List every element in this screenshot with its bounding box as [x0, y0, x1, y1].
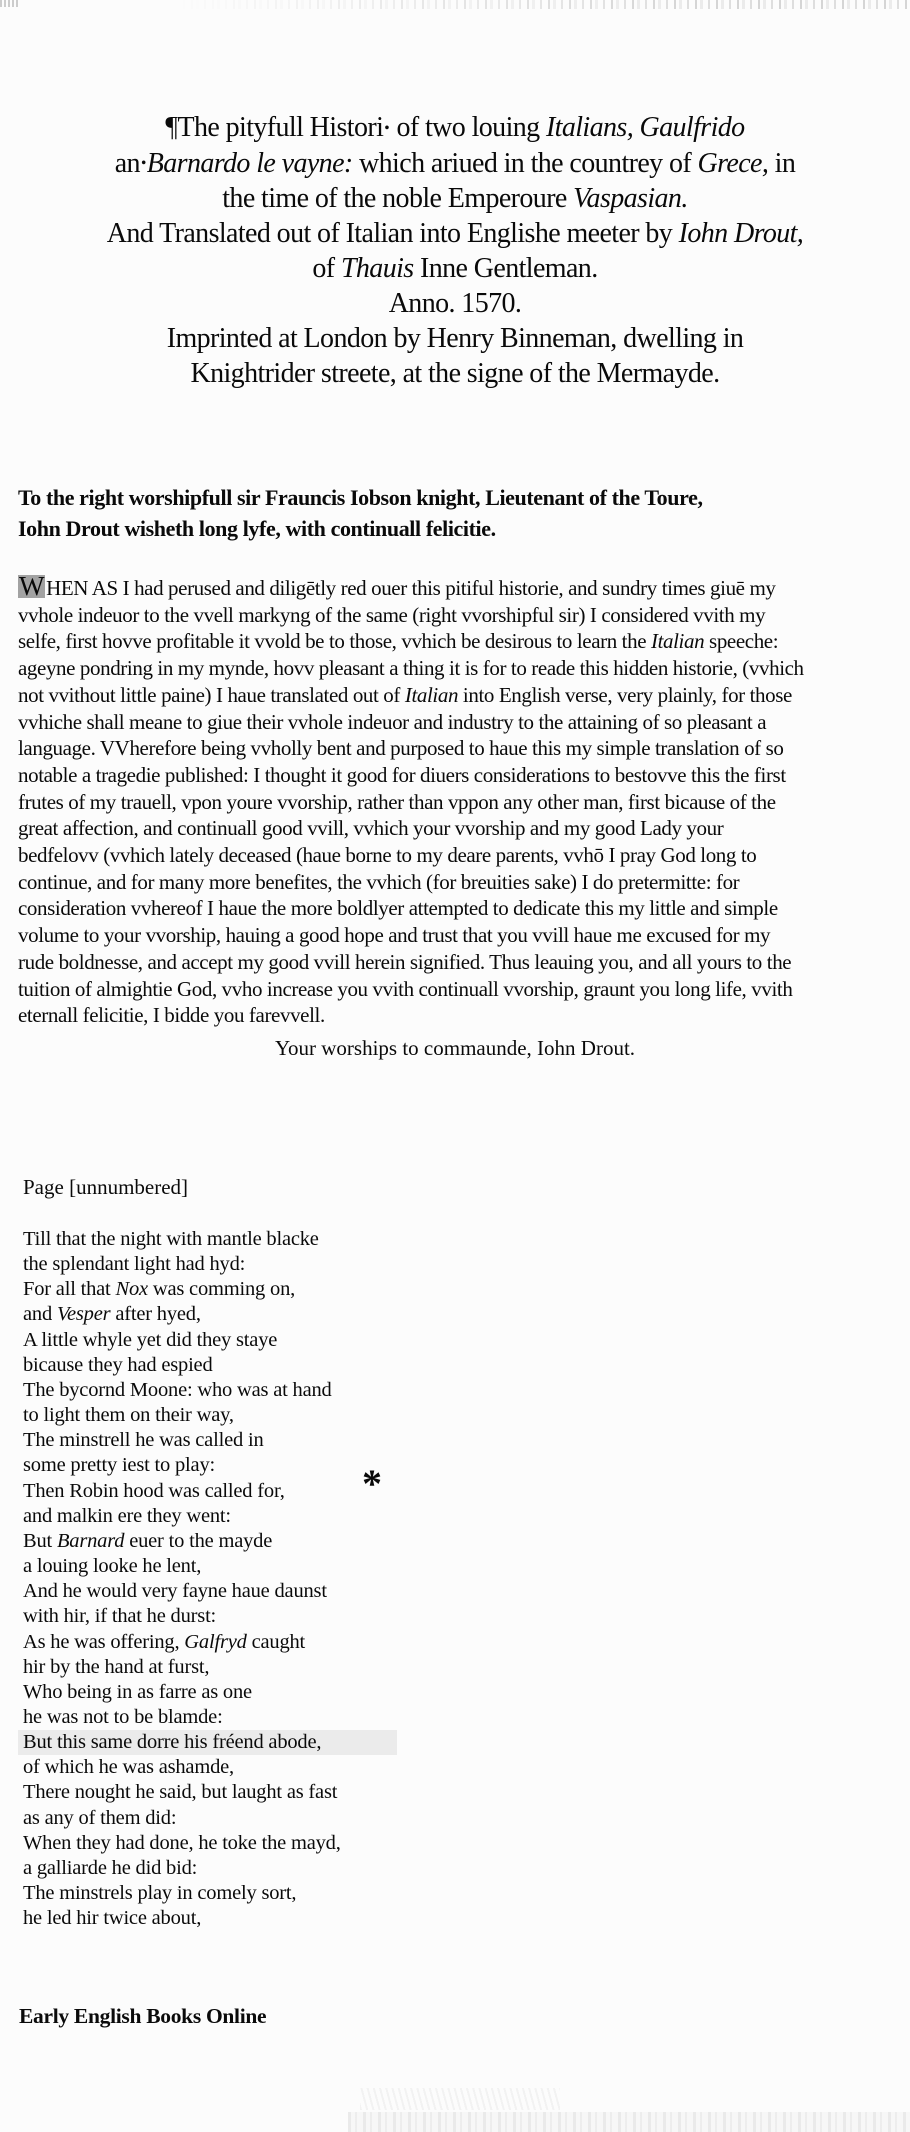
- text-segment: a galliarde he did bid:: [23, 1856, 198, 1879]
- epistle-line: [18, 949, 804, 976]
- dedication-heading: [18, 483, 703, 544]
- title-line: [0, 286, 910, 321]
- text-segment: which ariued in the countrey of: [352, 147, 698, 179]
- title-block: [0, 110, 910, 391]
- text-segment: with hir, if that he durst:: [23, 1605, 217, 1628]
- text-segment: And he would very fayne haue daunst: [23, 1580, 327, 1603]
- text-segment: the time of the noble Emperoure: [222, 183, 574, 215]
- damaged-char-dot: •: [140, 155, 146, 173]
- poem-block: [23, 1227, 397, 1931]
- poem-line: [23, 1806, 397, 1831]
- italic-text: Galfryd: [184, 1630, 247, 1653]
- text-segment: of which he was ashamde,: [23, 1756, 234, 1779]
- epistle-line: [18, 976, 804, 1003]
- text-segment: volume to your vvorship, hauing a good hope and trust that you vvill haue me excused for my: [18, 923, 771, 948]
- text-segment: The bycornd Moone: who was at hand: [23, 1378, 332, 1401]
- poem-line: [23, 1504, 397, 1529]
- text-segment: But: [23, 1529, 57, 1552]
- asterisk-mark: *: [362, 1461, 382, 1506]
- italic-text: Italians, Gaulfrido: [545, 112, 745, 143]
- poem-line: [23, 1881, 397, 1906]
- page-label: Page [unnumbered]: [23, 1175, 189, 1199]
- text-segment: he was not to be blamde:: [23, 1705, 223, 1728]
- text-segment: HEN AS I had perused and diligētly red ouer this pitiful historie, and sundry times giuē my: [46, 576, 776, 600]
- poem-line: [18, 1730, 397, 1755]
- epistle-line: [18, 815, 804, 842]
- text-segment: consideration vvhereof I haue the more boldlyer attempted to dedicate this my little and simple: [18, 896, 778, 921]
- epistle-line: [18, 789, 804, 816]
- damaged-char-dot: •: [384, 119, 390, 137]
- epistle-paragraph: [18, 571, 804, 1029]
- title-line: [0, 146, 910, 182]
- epistle-line: [18, 1002, 804, 1029]
- italic-text: Barnard: [56, 1529, 125, 1552]
- italic-text: Barnardo le vayne:: [146, 147, 353, 179]
- italic-text: Nox: [115, 1278, 148, 1301]
- poem-line: [23, 1780, 397, 1805]
- epistle-line: [18, 842, 804, 869]
- eebo-footer-label: Early English Books Online: [19, 2004, 267, 2028]
- scan-artifact-top-strip: [170, 0, 910, 9]
- epistle-line: [18, 762, 804, 789]
- text-segment: he led hir twice about,: [23, 1907, 202, 1930]
- text-segment: There nought he said, but laught as fast: [23, 1781, 338, 1804]
- epistle-line: [18, 895, 804, 922]
- poem-line: [23, 1277, 397, 1302]
- text-segment: the splendant light had hyd:: [23, 1253, 246, 1276]
- text-segment: vvhiche shall meane to giue their vvhole indeuor and industry to the attaining of so pleasant a: [18, 709, 767, 734]
- scan-artifact-top-left: [0, 0, 20, 7]
- text-segment: Inne Gentleman.: [413, 253, 598, 285]
- text-segment: in: [768, 147, 796, 179]
- italic-text: Italian: [404, 682, 459, 707]
- text-segment: was comming on,: [147, 1278, 296, 1301]
- signoff-line: Your worships to commaunde, Iohn Drout.: [274, 1036, 636, 1060]
- poem-line: [23, 1227, 397, 1252]
- title-line: [0, 356, 910, 391]
- poem-line: [23, 1755, 397, 1780]
- highlighted-initial-capital: W: [19, 571, 45, 601]
- epistle-line: [18, 682, 804, 709]
- text-segment: As he was offering,: [23, 1630, 185, 1653]
- text-segment: But this same dorre his fréend abode,: [23, 1731, 322, 1754]
- text-segment: bicause they had espied: [23, 1353, 213, 1376]
- text-segment: not vvithout little paine) I haue translated out of: [18, 682, 405, 707]
- poem-line: [23, 1554, 397, 1579]
- text-segment: Knightrider streete, at the signe of the Mermayde.: [190, 358, 720, 390]
- text-segment: of: [312, 253, 341, 285]
- text-segment: Iohn Drout wisheth long lyfe, with continuall felicitie.: [18, 515, 496, 541]
- text-segment: And Translated out of Italian into Englishe meeter by: [106, 218, 679, 250]
- poem-line: [23, 1453, 397, 1478]
- dedication-line: [18, 483, 703, 514]
- italic-text: Iohn Drout,: [678, 218, 804, 250]
- text-segment: bedfelovv (vvhich lately deceased (haue borne to my deare parents, vvhō I pray God long to: [18, 843, 757, 868]
- poem-line: [23, 1529, 397, 1554]
- text-segment: Imprinted at London by Henry Binneman, dwelling in: [166, 323, 744, 355]
- text-segment: some pretty iest to play:: [23, 1454, 215, 1477]
- poem-line: [23, 1353, 397, 1378]
- text-segment: Who being in as farre as one: [23, 1680, 252, 1703]
- italic-text: Italian: [651, 629, 705, 654]
- text-segment: tuition of almightie God, vvho increase you vvith continuall vvorship, graunt you long life, vvith: [18, 976, 793, 1001]
- poem-line: [23, 1705, 397, 1730]
- text-segment: frutes of my trauell, vpon youre vvorship, rather than vppon any other man, first bicause of the: [18, 789, 776, 814]
- text-segment: continue, and for many more benefites, the vvhich (for breuities sake) I do pretermitte: for: [18, 869, 740, 894]
- epistle-line: [18, 922, 804, 949]
- title-line: [0, 216, 910, 251]
- poem-line: [23, 1831, 397, 1856]
- title-line: [0, 321, 910, 356]
- text-segment: hir by the hand at furst,: [23, 1655, 210, 1678]
- text-segment: ageyne pondring in my mynde, hovv pleasant a thing it is for to reade this hidden historie, (vvhich: [18, 656, 804, 681]
- text-segment: The minstrels play in comely sort,: [23, 1882, 297, 1905]
- poem-line: [23, 1378, 397, 1403]
- poem-line: [23, 1252, 397, 1277]
- title-line: [0, 181, 910, 216]
- poem-line: [23, 1302, 397, 1327]
- poem-line: [23, 1479, 397, 1504]
- text-segment: and: [23, 1303, 57, 1326]
- poem-line: [23, 1604, 397, 1629]
- poem-line: [23, 1680, 397, 1705]
- poem-line: [23, 1655, 397, 1680]
- epistle-line: [18, 869, 804, 896]
- poem-line: [23, 1856, 397, 1881]
- text-segment: eternall felicitie, I bidde you farevvell.: [18, 1003, 325, 1028]
- italic-text: Grece,: [697, 147, 769, 179]
- text-segment: to light them on their way,: [23, 1404, 234, 1427]
- poem-line: [23, 1906, 397, 1931]
- text-segment: as any of them did:: [23, 1806, 177, 1829]
- text-segment: For all that: [23, 1278, 116, 1301]
- title-line: [0, 110, 910, 146]
- text-segment: into English verse, very plainly, for those: [458, 682, 792, 707]
- title-line: [0, 251, 910, 286]
- epistle-line: [18, 709, 804, 736]
- text-segment: rude boldnesse, and accept my good vvill herein signified. Thus leauing you, and all yours to the: [18, 949, 792, 974]
- epistle-line: [18, 602, 804, 629]
- poem-line: [23, 1579, 397, 1604]
- epistle-line: [18, 735, 804, 762]
- text-segment: selfe, first hovve profitable it vvold be to those, vvhich be desirous to learn the: [18, 629, 651, 654]
- scan-artifact-bottom-noise: [360, 2088, 560, 2110]
- text-segment: language. VVherefore being vvholly bent and purposed to haue this my simple translation of so: [18, 736, 784, 761]
- poem-line: [23, 1328, 397, 1353]
- text-segment: caught: [246, 1630, 306, 1653]
- text-segment: When they had done, he toke the mayd,: [23, 1831, 341, 1854]
- text-segment: speeche:: [704, 629, 779, 654]
- epistle-line: [18, 628, 804, 655]
- italic-text: Vesper: [56, 1303, 111, 1326]
- text-segment: ¶The pityfull Histori: [165, 112, 384, 143]
- text-segment: Then Robin hood was called for,: [23, 1479, 285, 1502]
- italic-text: Thauis: [340, 253, 414, 285]
- epistle-line: [18, 571, 804, 602]
- text-segment: A little whyle yet did they staye: [23, 1328, 278, 1351]
- text-segment: To the right worshipfull sir Frauncis Iobson knight, Lieutenant of the Toure,: [18, 485, 703, 510]
- text-segment: after hyed,: [110, 1303, 201, 1326]
- epistle-line: [18, 655, 804, 682]
- text-segment: a louing looke he lent,: [23, 1555, 202, 1578]
- text-segment: notable a tragedie published: I thought it good for diuers considerations to bestovve this the first: [18, 762, 786, 787]
- poem-line: [23, 1630, 397, 1655]
- italic-text: Vaspasian.: [573, 183, 688, 215]
- text-segment: euer to the mayde: [124, 1529, 273, 1552]
- text-segment: The minstrell he was called in: [23, 1429, 264, 1452]
- text-segment: Till that the night with mantle blacke: [23, 1228, 319, 1250]
- poem-line: [23, 1403, 397, 1428]
- poem-line: [23, 1428, 397, 1453]
- scan-artifact-bottom-strip: [348, 2112, 910, 2132]
- text-segment: an: [114, 147, 140, 179]
- text-segment: of two louing: [390, 112, 546, 143]
- text-segment: great affection, and continuall good vvill, vvhich your vvorship and my good Lady your: [18, 816, 724, 841]
- dedication-line: [18, 514, 703, 545]
- text-segment: Anno. 1570.: [388, 288, 522, 320]
- text-segment: and malkin ere they went:: [23, 1504, 231, 1527]
- text-segment: vvhole indeuor to the vvell markyng of the same (right vvorshipful sir) I considered vvith my: [18, 602, 766, 627]
